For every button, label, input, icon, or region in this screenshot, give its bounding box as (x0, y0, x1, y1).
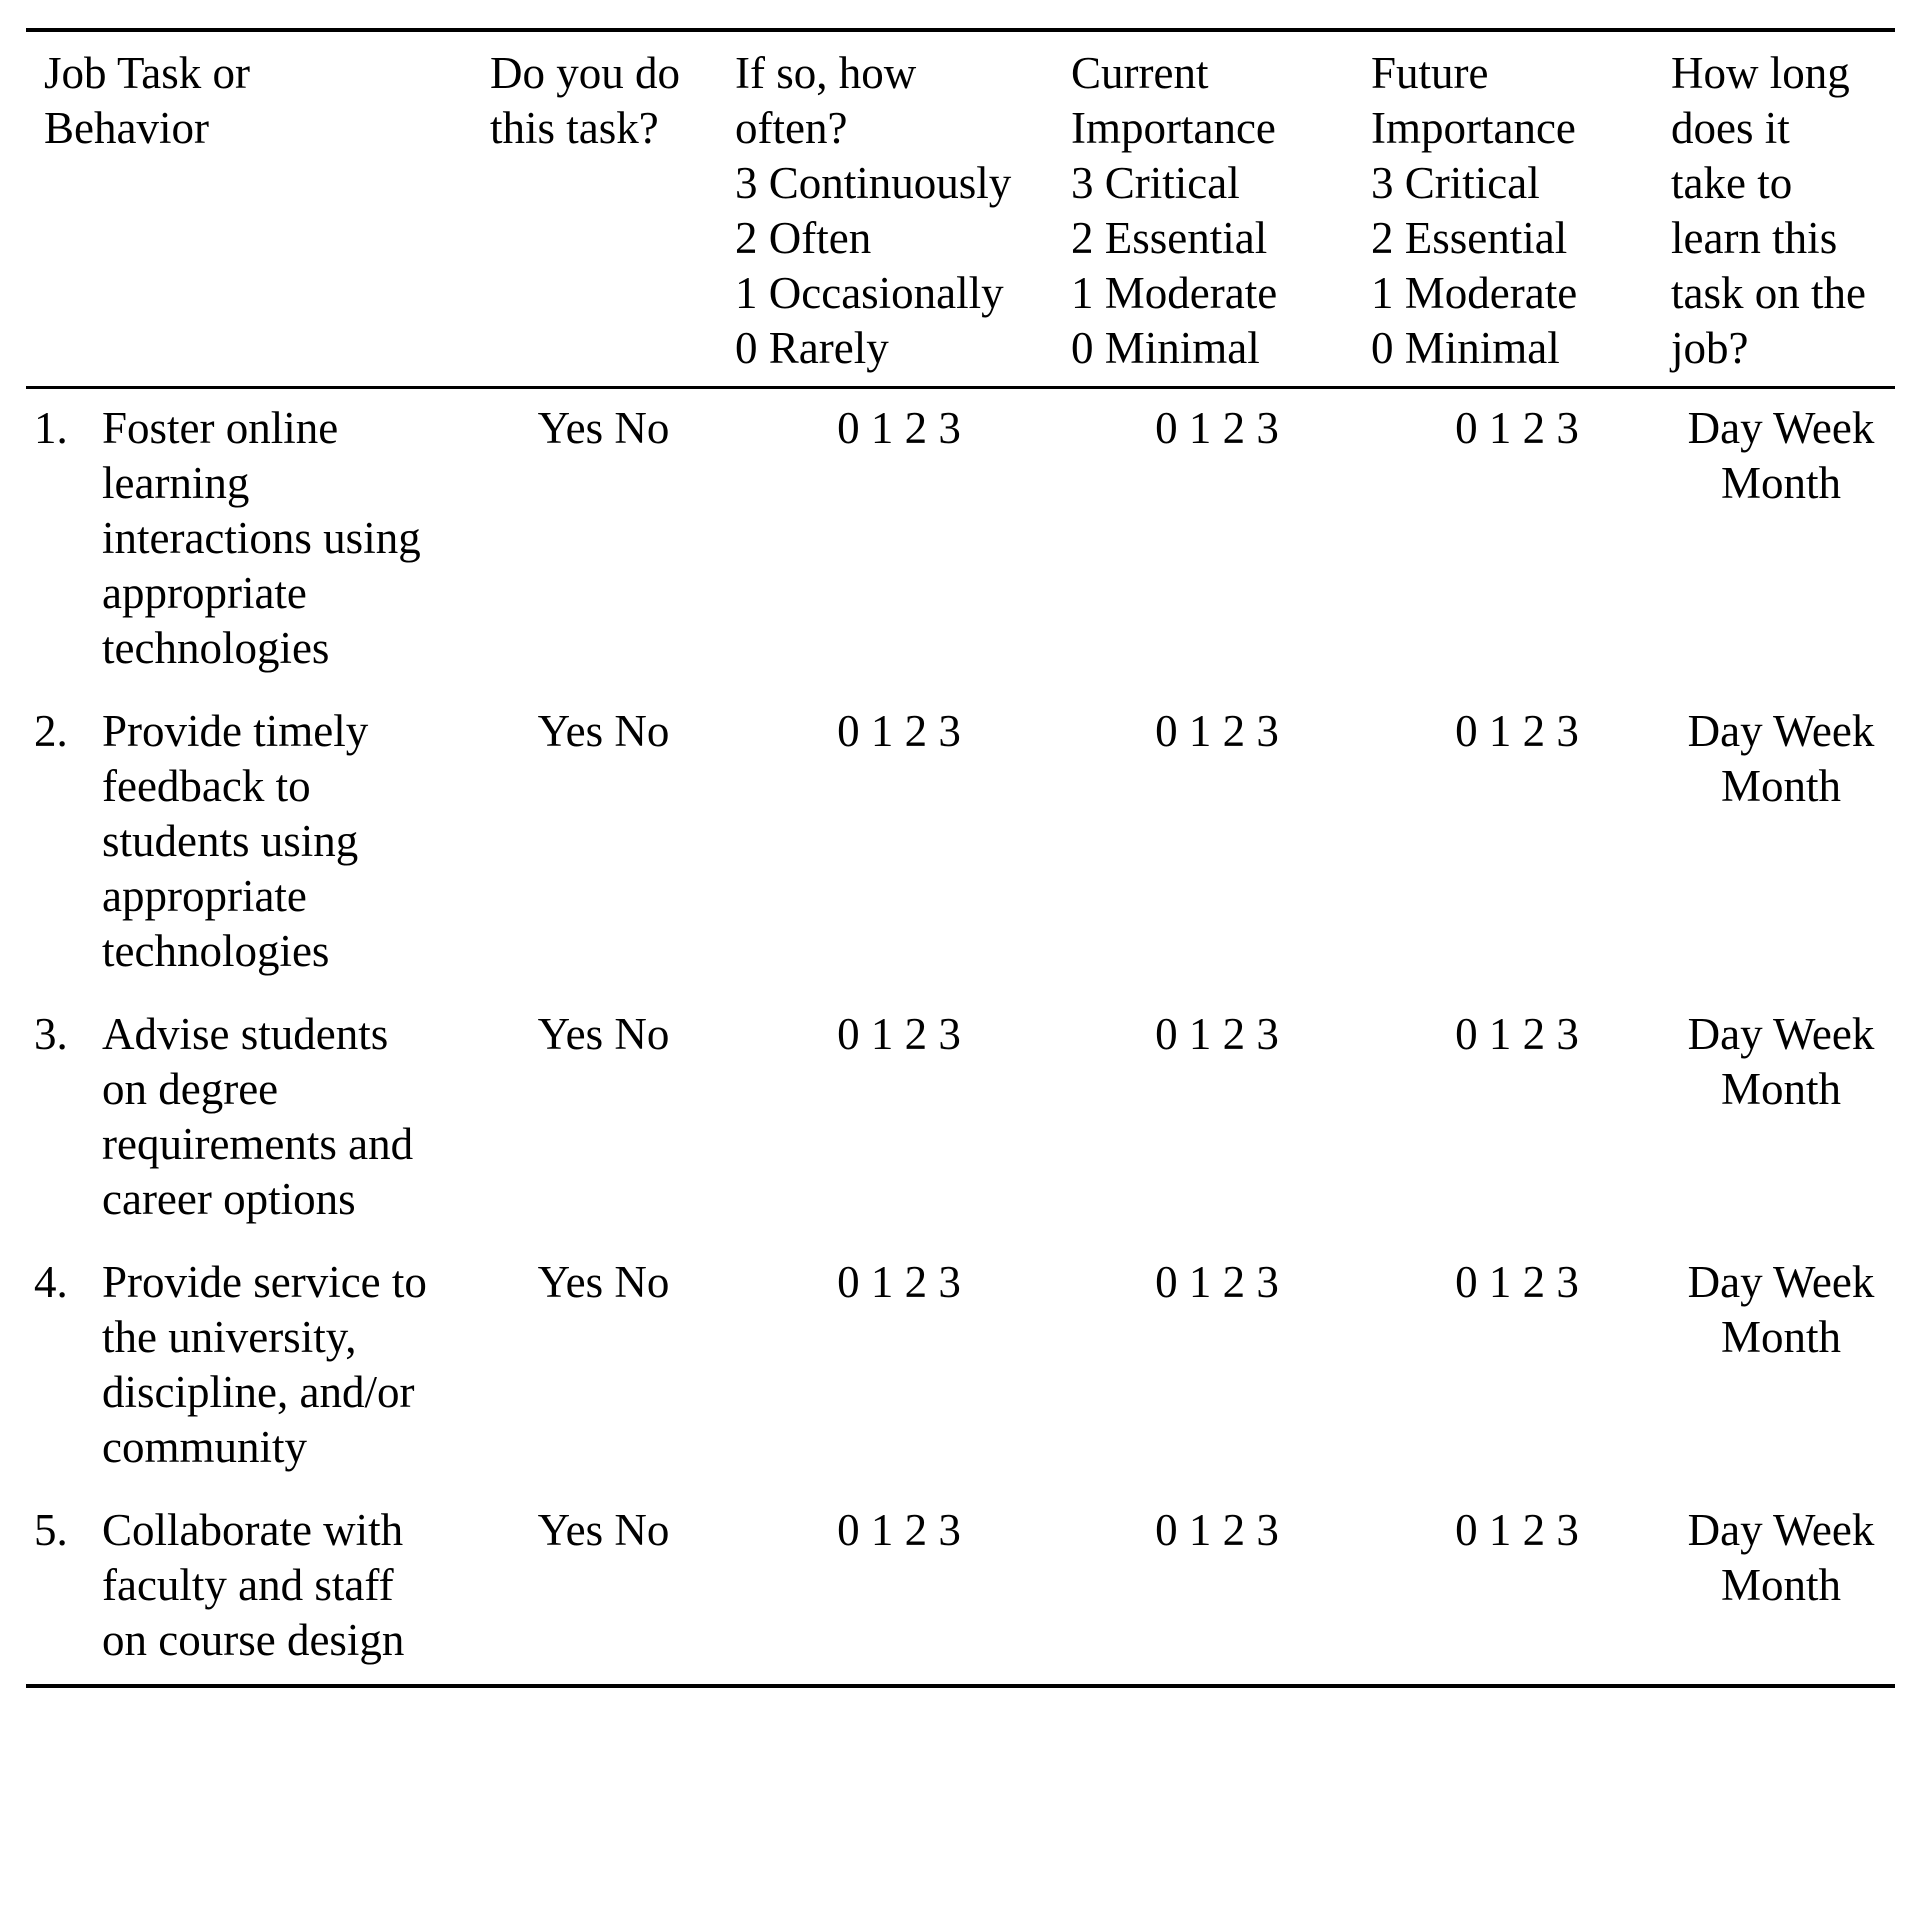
current-importance-scale[interactable]: 0 1 2 3 (1155, 1505, 1279, 1555)
table-row (26, 388, 1895, 693)
task-number: 5. (34, 1505, 68, 1555)
current-importance-rating[interactable] (1067, 388, 1367, 693)
task-number: 3. (34, 1009, 68, 1059)
header-job-task-line: Behavior (44, 103, 209, 153)
header-current-importance-line: 3 Critical (1071, 158, 1240, 208)
task-cell (26, 995, 476, 1243)
frequency-rating[interactable] (731, 1243, 1067, 1491)
frequency-scale[interactable]: 0 1 2 3 (837, 403, 961, 453)
time-to-learn-month[interactable]: Month (1720, 1560, 1841, 1610)
header-future-importance-line: Future (1371, 48, 1489, 98)
header-time-to-learn-line: learn this (1671, 213, 1838, 263)
header-future-importance-line: 3 Critical (1371, 158, 1540, 208)
header-current-importance-line: Current (1071, 48, 1209, 98)
frequency-rating[interactable] (731, 692, 1067, 995)
header-future-importance-line: 2 Essential (1371, 213, 1568, 263)
task-cell (26, 388, 476, 693)
header-current-importance (1067, 30, 1367, 388)
time-to-learn-month[interactable]: Month (1720, 1312, 1841, 1362)
table-header (26, 30, 1895, 388)
future-importance-scale[interactable]: 0 1 2 3 (1455, 706, 1579, 756)
header-how-often (731, 30, 1067, 388)
future-importance-rating[interactable] (1367, 692, 1667, 995)
task-description: Collaborate with faculty and staff on course design (102, 1505, 405, 1665)
time-to-learn-options[interactable] (1667, 1491, 1895, 1686)
current-importance-rating[interactable] (1067, 692, 1367, 995)
time-to-learn-options[interactable] (1667, 692, 1895, 995)
header-how-often-line: often? (735, 103, 848, 153)
time-to-learn-month[interactable]: Month (1720, 761, 1841, 811)
task-number: 1. (34, 403, 68, 453)
header-current-importance-line: 2 Essential (1071, 213, 1268, 263)
header-future-importance-line: 0 Minimal (1371, 323, 1560, 373)
time-to-learn-month[interactable]: Month (1720, 1064, 1841, 1114)
table-row (26, 995, 1895, 1243)
task-description: Provide service to the university, discipline, and/or community (102, 1257, 427, 1472)
table-row (26, 1491, 1895, 1686)
current-importance-scale[interactable]: 0 1 2 3 (1155, 1257, 1279, 1307)
header-time-to-learn-line: does it (1671, 103, 1790, 153)
time-to-learn-day-week[interactable]: Day Week (1687, 706, 1875, 756)
header-row (26, 30, 1895, 388)
header-job-task-line: Job Task or (44, 48, 251, 98)
future-importance-scale[interactable]: 0 1 2 3 (1455, 1505, 1579, 1555)
header-how-often-line: 1 Occasionally (735, 268, 1004, 318)
do-task-options[interactable] (476, 1243, 731, 1491)
current-importance-scale[interactable]: 0 1 2 3 (1155, 1009, 1279, 1059)
header-current-importance-line: 0 Minimal (1071, 323, 1260, 373)
header-job-task (26, 30, 476, 388)
task-number: 2. (34, 706, 68, 756)
yes-no-options[interactable]: Yes No (537, 1257, 670, 1307)
time-to-learn-options[interactable] (1667, 995, 1895, 1243)
time-to-learn-month[interactable]: Month (1720, 458, 1841, 508)
header-future-importance (1367, 30, 1667, 388)
header-time-to-learn-line: task on the (1671, 268, 1866, 318)
time-to-learn-day-week[interactable]: Day Week (1687, 1505, 1875, 1555)
frequency-scale[interactable]: 0 1 2 3 (837, 1257, 961, 1307)
yes-no-options[interactable]: Yes No (537, 1505, 670, 1555)
future-importance-rating[interactable] (1367, 995, 1667, 1243)
header-time-to-learn (1667, 30, 1895, 388)
time-to-learn-day-week[interactable]: Day Week (1687, 403, 1875, 453)
header-how-often-line: 3 Continuously (735, 158, 1012, 208)
frequency-scale[interactable]: 0 1 2 3 (837, 706, 961, 756)
header-how-often-line: 2 Often (735, 213, 872, 263)
frequency-scale[interactable]: 0 1 2 3 (837, 1505, 961, 1555)
time-to-learn-options[interactable] (1667, 388, 1895, 693)
header-time-to-learn-line: take to (1671, 158, 1793, 208)
header-do-you-do-line: this task? (490, 103, 659, 153)
frequency-rating[interactable] (731, 995, 1067, 1243)
table-row (26, 692, 1895, 995)
header-time-to-learn-line: How long (1671, 48, 1850, 98)
future-importance-scale[interactable]: 0 1 2 3 (1455, 1009, 1579, 1059)
do-task-options[interactable] (476, 1491, 731, 1686)
future-importance-scale[interactable]: 0 1 2 3 (1455, 1257, 1579, 1307)
header-do-you-do (476, 30, 731, 388)
header-how-often-line: If so, how (735, 48, 917, 98)
yes-no-options[interactable]: Yes No (537, 403, 670, 453)
table-body (26, 388, 1895, 1687)
current-importance-rating[interactable] (1067, 1243, 1367, 1491)
future-importance-rating[interactable] (1367, 1243, 1667, 1491)
job-task-survey-document (26, 28, 1895, 1688)
frequency-rating[interactable] (731, 388, 1067, 693)
header-future-importance-line: Importance (1371, 103, 1576, 153)
header-future-importance-line: 1 Moderate (1371, 268, 1578, 318)
header-how-often-line: 0 Rarely (735, 323, 889, 373)
task-cell (26, 692, 476, 995)
current-importance-rating[interactable] (1067, 1491, 1367, 1686)
future-importance-scale[interactable]: 0 1 2 3 (1455, 403, 1579, 453)
do-task-options[interactable] (476, 995, 731, 1243)
yes-no-options[interactable]: Yes No (537, 706, 670, 756)
task-number: 4. (34, 1257, 68, 1307)
header-time-to-learn-line: job? (1671, 323, 1749, 373)
future-importance-rating[interactable] (1367, 388, 1667, 693)
time-to-learn-options[interactable] (1667, 1243, 1895, 1491)
task-description: Foster online learning interactions using appropriate technologies (102, 403, 421, 673)
task-cell (26, 1491, 476, 1686)
frequency-rating[interactable] (731, 1491, 1067, 1686)
current-importance-scale[interactable]: 0 1 2 3 (1155, 706, 1279, 756)
time-to-learn-day-week[interactable]: Day Week (1687, 1009, 1875, 1059)
task-description: Advise students on degree requirements and career options (102, 1009, 414, 1224)
time-to-learn-day-week[interactable]: Day Week (1687, 1257, 1875, 1307)
header-do-you-do-line: Do you do (490, 48, 680, 98)
do-task-options[interactable] (476, 692, 731, 995)
header-current-importance-line: 1 Moderate (1071, 268, 1278, 318)
yes-no-options[interactable]: Yes No (537, 1009, 670, 1059)
frequency-scale[interactable]: 0 1 2 3 (837, 1009, 961, 1059)
current-importance-rating[interactable] (1067, 995, 1367, 1243)
table-row (26, 1243, 1895, 1491)
future-importance-rating[interactable] (1367, 1491, 1667, 1686)
current-importance-scale[interactable]: 0 1 2 3 (1155, 403, 1279, 453)
task-cell (26, 1243, 476, 1491)
do-task-options[interactable] (476, 388, 731, 693)
task-description: Provide timely feedback to students using appropriate technologies (102, 706, 369, 976)
job-task-table (26, 28, 1895, 1688)
header-current-importance-line: Importance (1071, 103, 1276, 153)
